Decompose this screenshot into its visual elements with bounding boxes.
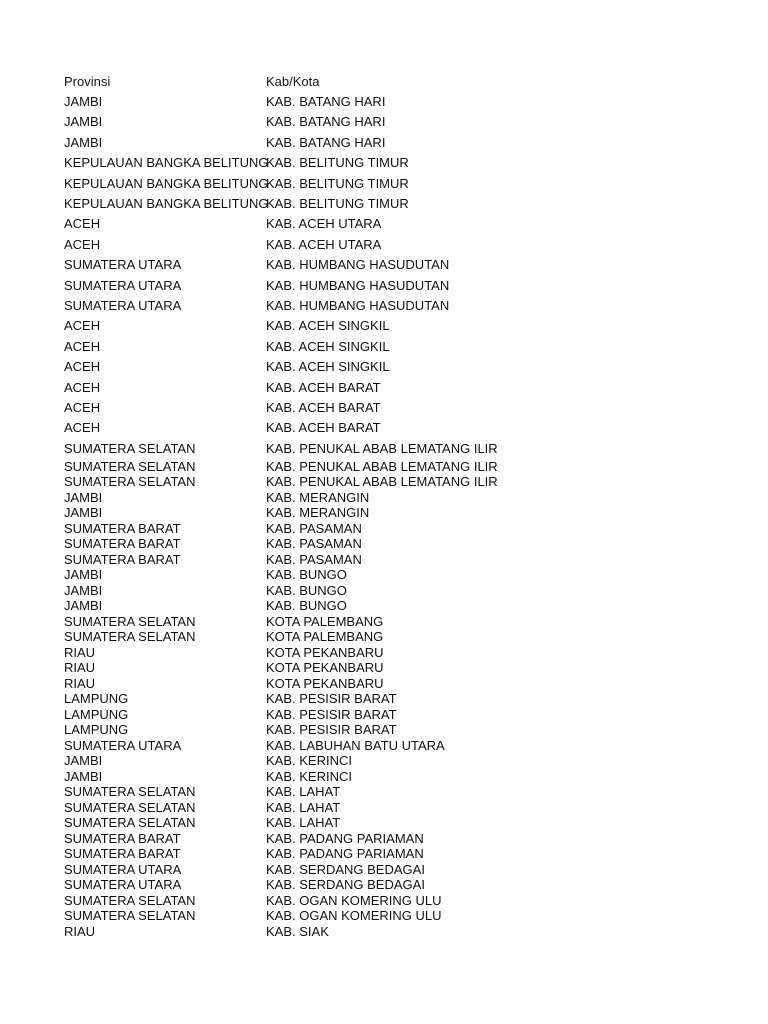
table-row <box>64 255 754 275</box>
cell-kab-kota: KAB. BATANG HARI <box>266 114 386 130</box>
cell-kab-kota: KAB. BUNGO <box>266 582 347 598</box>
cell-provinsi: SUMATERA SELATAN <box>64 892 196 908</box>
cell-kab-kota: KAB. LAHAT <box>266 784 341 800</box>
cell-kab-kota: KAB. PASAMAN <box>266 536 362 552</box>
table-row <box>64 660 754 676</box>
cell-kab-kota: KAB. OGAN KOMERING ULU <box>266 892 442 908</box>
cell-provinsi: ACEH <box>64 420 101 436</box>
cell-kab-kota: KAB. ACEH SINGKIL <box>266 338 390 354</box>
table-row <box>64 536 754 552</box>
cell-provinsi: RIAU <box>64 675 96 691</box>
cell-provinsi: JAMBI <box>64 768 103 784</box>
cell-provinsi: SUMATERA UTARA <box>64 277 182 293</box>
table-row <box>64 397 754 417</box>
table-row <box>64 815 754 831</box>
cell-kab-kota: KAB. PENUKAL ABAB LEMATANG ILIR <box>266 440 498 456</box>
cell-provinsi: JAMBI <box>64 94 103 110</box>
table-row <box>64 474 754 490</box>
cell-kab-kota: KAB. PASAMAN <box>266 520 362 536</box>
cell-provinsi: LAMPUNG <box>64 691 129 707</box>
table-row <box>64 799 754 815</box>
cell-kab-kota: KAB. MERANGIN <box>266 489 370 505</box>
cell-kab-kota: KAB. SERDANG BEDAGAI <box>266 877 425 893</box>
cell-provinsi: JAMBI <box>64 505 103 521</box>
table-row <box>64 753 754 769</box>
cell-provinsi: SUMATERA BARAT <box>64 536 181 552</box>
cell-provinsi: JAMBI <box>64 134 103 150</box>
cell-kab-kota: KOTA PALEMBANG <box>266 629 384 645</box>
cell-provinsi: SUMATERA SELATAN <box>64 440 196 456</box>
table-row <box>64 112 754 132</box>
cell-provinsi: JAMBI <box>64 598 103 614</box>
table-row <box>64 418 754 438</box>
table-row <box>64 214 754 234</box>
cell-provinsi: JAMBI <box>64 114 103 130</box>
column-header-provinsi: Provinsi <box>64 73 111 89</box>
table-row <box>64 551 754 567</box>
cell-provinsi: SUMATERA UTARA <box>64 297 182 313</box>
cell-provinsi: JAMBI <box>64 567 103 583</box>
cell-provinsi: SUMATERA BARAT <box>64 830 181 846</box>
table-row <box>64 505 754 521</box>
table-row <box>64 691 754 707</box>
table-row <box>64 91 754 111</box>
cell-provinsi: ACEH <box>64 318 101 334</box>
table-row <box>64 520 754 536</box>
table-row <box>64 644 754 660</box>
cell-kab-kota: KAB. PENUKAL ABAB LEMATANG ILIR <box>266 474 498 490</box>
cell-provinsi: LAMPUNG <box>64 722 129 738</box>
table-row <box>64 908 754 924</box>
cell-kab-kota: KAB. BELITUNG TIMUR <box>266 175 409 191</box>
cell-provinsi: ACEH <box>64 359 101 375</box>
table-row <box>64 567 754 583</box>
column-header-kab-kota: Kab/Kota <box>266 73 320 89</box>
cell-kab-kota: KAB. PASAMAN <box>266 551 362 567</box>
table-row <box>64 193 754 213</box>
cell-provinsi: SUMATERA UTARA <box>64 737 182 753</box>
cell-provinsi: RIAU <box>64 660 96 676</box>
cell-provinsi: KEPULAUAN BANGKA BELITUNG <box>64 155 269 171</box>
table-row <box>64 675 754 691</box>
cell-kab-kota: KAB. KERINCI <box>266 768 352 784</box>
cell-kab-kota: KAB. PADANG PARIAMAN <box>266 846 424 862</box>
table-row <box>64 861 754 877</box>
cell-kab-kota: KAB. HUMBANG HASUDUTAN <box>266 277 450 293</box>
table-row <box>64 489 754 505</box>
cell-provinsi: SUMATERA SELATAN <box>64 784 196 800</box>
table-row <box>64 438 754 458</box>
cell-kab-kota: KAB. ACEH SINGKIL <box>266 359 390 375</box>
cell-provinsi: SUMATERA UTARA <box>64 861 182 877</box>
cell-provinsi: SUMATERA BARAT <box>64 551 181 567</box>
table-row <box>64 784 754 800</box>
table-row <box>64 722 754 738</box>
table-row <box>64 458 754 474</box>
table-row <box>64 234 754 254</box>
cell-provinsi: RIAU <box>64 644 96 660</box>
cell-provinsi: RIAU <box>64 923 96 939</box>
table-row <box>64 173 754 193</box>
table-row <box>64 356 754 376</box>
cell-provinsi: SUMATERA UTARA <box>64 877 182 893</box>
cell-kab-kota: KAB. PESISIR BARAT <box>266 722 397 738</box>
cell-provinsi: SUMATERA UTARA <box>64 257 182 273</box>
cell-provinsi: SUMATERA SELATAN <box>64 629 196 645</box>
cell-kab-kota: KAB. ACEH UTARA <box>266 216 382 232</box>
cell-kab-kota: KAB. SERDANG BEDAGAI <box>266 861 425 877</box>
table-row <box>64 877 754 893</box>
cell-provinsi: SUMATERA BARAT <box>64 846 181 862</box>
table-row <box>64 629 754 645</box>
table-row <box>64 923 754 939</box>
data-table <box>64 71 754 939</box>
cell-kab-kota: KAB. MERANGIN <box>266 505 370 521</box>
cell-provinsi: SUMATERA SELATAN <box>64 799 196 815</box>
cell-provinsi: SUMATERA SELATAN <box>64 474 196 490</box>
cell-provinsi: ACEH <box>64 216 101 232</box>
table-row <box>64 336 754 356</box>
table-row <box>64 613 754 629</box>
table-row <box>64 316 754 336</box>
table-header-row <box>64 71 754 91</box>
cell-provinsi: ACEH <box>64 379 101 395</box>
table-row <box>64 153 754 173</box>
cell-provinsi: SUMATERA SELATAN <box>64 458 196 474</box>
cell-provinsi: KEPULAUAN BANGKA BELITUNG <box>64 196 269 212</box>
cell-kab-kota: KAB. PADANG PARIAMAN <box>266 830 424 846</box>
cell-kab-kota: KAB. KERINCI <box>266 753 352 769</box>
cell-kab-kota: KAB. ACEH BARAT <box>266 420 381 436</box>
cell-provinsi: ACEH <box>64 236 101 252</box>
cell-kab-kota: KAB. ACEH BARAT <box>266 379 381 395</box>
cell-provinsi: SUMATERA SELATAN <box>64 908 196 924</box>
table-row <box>64 706 754 722</box>
table-row <box>64 892 754 908</box>
cell-provinsi: SUMATERA SELATAN <box>64 815 196 831</box>
table-row <box>64 582 754 598</box>
cell-provinsi: JAMBI <box>64 753 103 769</box>
table-row <box>64 737 754 753</box>
cell-provinsi: ACEH <box>64 399 101 415</box>
cell-kab-kota: KAB. ACEH BARAT <box>266 399 381 415</box>
cell-provinsi: JAMBI <box>64 582 103 598</box>
cell-kab-kota: KOTA PALEMBANG <box>266 613 384 629</box>
cell-provinsi: SUMATERA BARAT <box>64 520 181 536</box>
cell-kab-kota: KAB. BELITUNG TIMUR <box>266 155 409 171</box>
cell-kab-kota: KOTA PEKANBARU <box>266 644 384 660</box>
cell-provinsi: ACEH <box>64 338 101 354</box>
cell-kab-kota: KAB. LAHAT <box>266 799 341 815</box>
table-row <box>64 830 754 846</box>
cell-kab-kota: KAB. PESISIR BARAT <box>266 691 397 707</box>
cell-provinsi: JAMBI <box>64 489 103 505</box>
cell-kab-kota: KAB. BUNGO <box>266 567 347 583</box>
cell-kab-kota: KAB. HUMBANG HASUDUTAN <box>266 257 450 273</box>
table-body <box>64 91 754 939</box>
cell-kab-kota: KAB. LAHAT <box>266 815 341 831</box>
table-row <box>64 377 754 397</box>
table-row <box>64 275 754 295</box>
cell-kab-kota: KAB. ACEH UTARA <box>266 236 382 252</box>
cell-kab-kota: KAB. ACEH SINGKIL <box>266 318 390 334</box>
table-row <box>64 598 754 614</box>
cell-kab-kota: KAB. HUMBANG HASUDUTAN <box>266 297 450 313</box>
cell-provinsi: LAMPUNG <box>64 706 129 722</box>
cell-kab-kota: KAB. SIAK <box>266 923 329 939</box>
cell-kab-kota: KAB. BELITUNG TIMUR <box>266 196 409 212</box>
cell-kab-kota: KAB. PESISIR BARAT <box>266 706 397 722</box>
table-row <box>64 768 754 784</box>
cell-kab-kota: KAB. LABUHAN BATU UTARA <box>266 737 445 753</box>
cell-provinsi: KEPULAUAN BANGKA BELITUNG <box>64 175 269 191</box>
cell-kab-kota: KOTA PEKANBARU <box>266 675 384 691</box>
table-row <box>64 846 754 862</box>
cell-kab-kota: KAB. PENUKAL ABAB LEMATANG ILIR <box>266 458 498 474</box>
cell-kab-kota: KAB. BATANG HARI <box>266 94 386 110</box>
table-row <box>64 295 754 315</box>
cell-kab-kota: KAB. BUNGO <box>266 598 347 614</box>
table-row <box>64 132 754 152</box>
cell-kab-kota: KAB. OGAN KOMERING ULU <box>266 908 442 924</box>
cell-provinsi: SUMATERA SELATAN <box>64 613 196 629</box>
cell-kab-kota: KOTA PEKANBARU <box>266 660 384 676</box>
cell-kab-kota: KAB. BATANG HARI <box>266 134 386 150</box>
